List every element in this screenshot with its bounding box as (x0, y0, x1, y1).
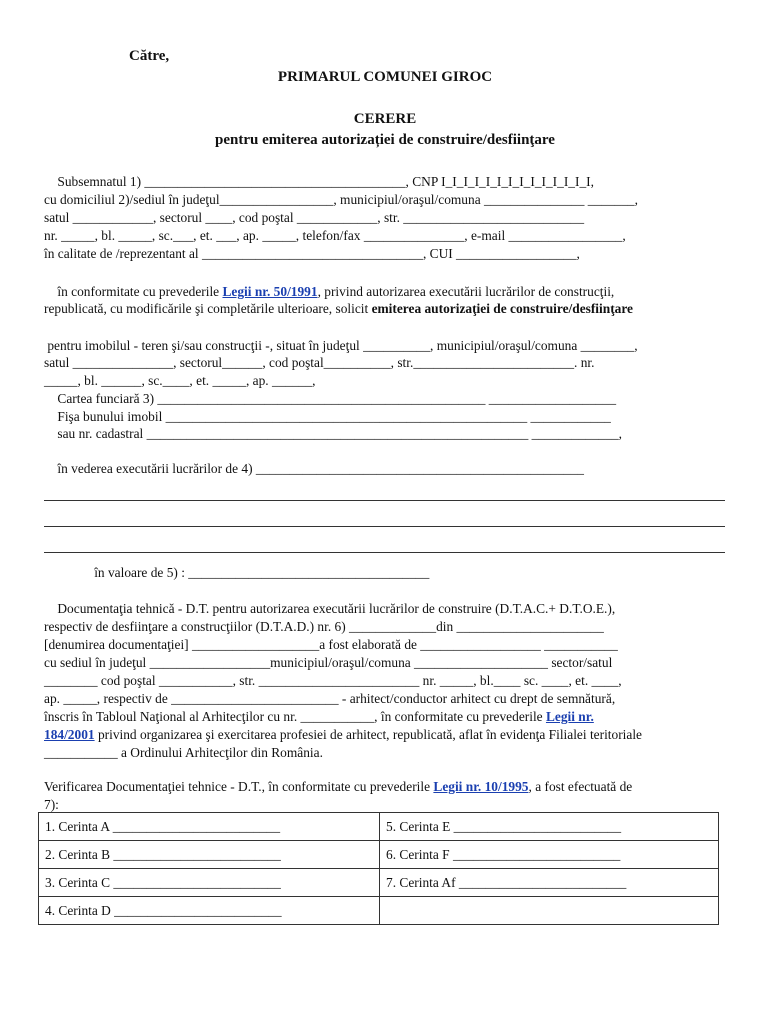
conformity-text-a: în conformitate cu prevederile (44, 284, 223, 299)
addressee-title: PRIMARUL COMUNEI GIROC (277, 69, 493, 85)
catre-line: Către, (129, 48, 170, 64)
law-184-2001-link-part1[interactable]: Legii nr. (545, 709, 594, 724)
cerinta-b-cell[interactable]: 2. Cerinta B _________________________ (39, 841, 380, 869)
cartea-funciara-line[interactable]: Cartea funciară 3) _________________________________________________ ___________________ (44, 391, 617, 406)
documentation-line-9[interactable]: ___________ a Ordinului Arhitecţilor din România. (44, 745, 323, 760)
law-184-2001-link-part2[interactable]: 184/2001 (44, 727, 95, 742)
works-rule-3[interactable] (44, 552, 725, 553)
applicant-line-4[interactable]: nr. _____, bl. _____, sc.___, et. ___, ap. _____, telefon/fax _______________, e-mail _________________, (44, 228, 626, 243)
cerinta-a-cell[interactable]: 1. Cerinta A _________________________ (39, 813, 380, 841)
empty-cell (380, 897, 719, 925)
documentation-line-8 (44, 727, 642, 743)
documentation-line-1: Documentaţia tehnică - D.T. pentru autorizarea executării lucrărilor de construire (D.T.A.C.+ D.T.O.E.), (44, 601, 616, 616)
document-subtitle: pentru emiterea autorizației de construire/desfiinţare (215, 132, 555, 148)
applicant-line-2[interactable]: cu domiciliul 2)/sediul în judeţul_________________, municipiul/oraşul/comuna _______________ _______, (44, 192, 638, 207)
cerinta-c-cell[interactable]: 3. Cerinta C _________________________ (39, 869, 380, 897)
applicant-line-1[interactable]: Subsemnatul 1) _______________________________________, CNP I_I_I_I_I_I_I_I_I_I_I_I_I_I, (44, 174, 594, 189)
table-row (39, 813, 719, 841)
conformity-text-b: , privind autorizarea executării lucrărilor de construcţii, (317, 284, 615, 299)
property-line-1[interactable]: pentru imobilul - teren şi/sau construcţii -, situat în judeţul __________, municipiul/oraşul/comuna ________, (44, 338, 638, 353)
works-rule-1[interactable] (44, 500, 725, 501)
verification-text-a: Verificarea Documentaţiei tehnice - D.T., în conformitate cu prevederile (44, 779, 434, 794)
table-row (39, 869, 719, 897)
conformity-line-2 (44, 301, 633, 317)
documentation-line-2[interactable]: respectiv de desfiinţare a construcţiilor (D.T.A.D.) nr. 6) _____________din ______________________ (44, 619, 604, 634)
documentation-line-4[interactable]: cu sediul în judeţul __________________municipiul/oraşul/comuna ____________________ sector/satul (44, 655, 613, 670)
request-emphasis: emiterea autorizaţiei de construire/desfiinţare (371, 301, 633, 316)
conformity-line-1 (44, 284, 614, 300)
cerinta-e-cell[interactable]: 5. Cerinta E _________________________ (380, 813, 719, 841)
verification-line-2: 7): (44, 797, 59, 812)
documentation-line-7 (44, 709, 594, 725)
verification-line-1 (44, 779, 632, 795)
verification-text-b: , a fost efectuată de (528, 779, 633, 794)
conformity-text-c: republicată, cu modificările şi completările ulterioare, solicit (44, 301, 372, 316)
table-row (39, 841, 719, 869)
documentation-line-3[interactable]: [denumirea documentaţiei] ___________________a fost elaborată de __________________ ___________ (44, 637, 618, 652)
applicant-line-5[interactable]: în calitate de /reprezentant al _________________________________, CUI __________________, (44, 246, 580, 261)
fisa-bunului-line[interactable]: Fişa bunului imobil ______________________________________________________ ____________ (44, 409, 611, 424)
property-line-3[interactable]: _____, bl. ______, sc.____, et. _____, ap. ______, (44, 373, 316, 388)
value-line[interactable]: în valoare de 5) : ____________________________________ (44, 565, 430, 580)
nr-cadastral-line[interactable]: sau nr. cadastral _________________________________________________________ _____________, (44, 426, 622, 441)
property-line-2[interactable]: satul _______________, sectorul______, cod poştal__________, str.________________________. nr. (44, 355, 595, 370)
law-10-1995-link[interactable]: Legii nr. 10/1995 (433, 779, 529, 794)
cerinta-f-cell[interactable]: 6. Cerinta F _________________________ (380, 841, 719, 869)
documentation-line-5[interactable]: ________ cod poştal ___________, str. ________________________ nr. _____, bl.____ sc. ____, et. ____, (44, 673, 622, 688)
law-50-1991-link[interactable]: Legii nr. 50/1991 (222, 284, 318, 299)
cerinta-d-cell[interactable]: 4. Cerinta D _________________________ (39, 897, 380, 925)
table-row (39, 897, 719, 925)
cerinta-af-cell[interactable]: 7. Cerinta Af _________________________ (380, 869, 719, 897)
works-rule-2[interactable] (44, 526, 725, 527)
documentation-text-b: privind organizarea şi exercitarea profesiei de arhitect, republicată, aflat în evidenţa Filialei teritoriale (94, 727, 642, 742)
applicant-line-3[interactable]: satul ____________, sectorul ____, cod poştal ____________, str. ___________________________ (44, 210, 585, 225)
works-line[interactable]: în vederea executării lucrărilor de 4) _________________________________________________ (44, 461, 584, 476)
documentation-text-a: înscris în Tabloul Naţional al Arhitecţilor cu nr. ___________, în conformitate cu prevederile (44, 709, 546, 724)
document-title: CERERE (353, 111, 417, 127)
verification-table (38, 812, 719, 925)
documentation-line-6[interactable]: ap. _____, respectiv de _________________________ - arhitect/conductor arhitect cu drept de semnătură, (44, 691, 616, 706)
